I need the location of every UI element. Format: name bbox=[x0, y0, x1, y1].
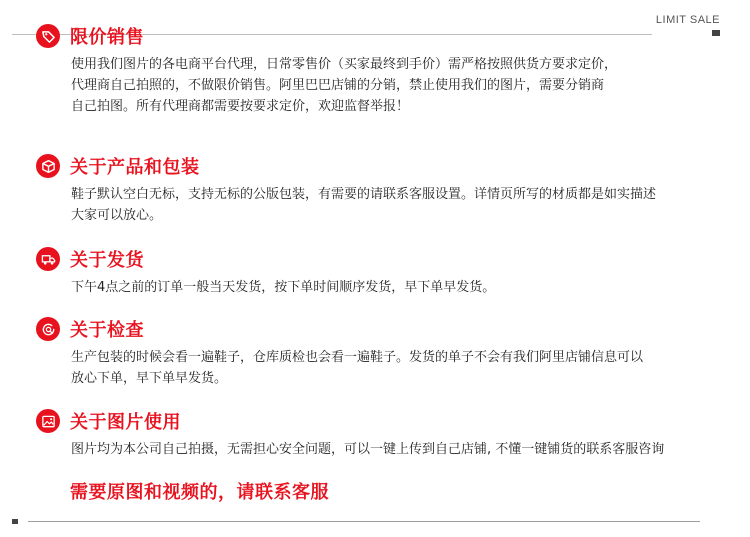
section-body bbox=[71, 184, 731, 226]
bottom-divider bbox=[28, 521, 700, 522]
bottom-corner-marker bbox=[12, 519, 18, 524]
delivery-truck-icon bbox=[36, 247, 60, 271]
body-line: 代理商自己拍照的，不做限价销售。阿里巴巴店铺的分销，禁止使用我们的图片，需要分销商 bbox=[71, 78, 605, 93]
section-image-usage bbox=[36, 408, 736, 460]
section-header bbox=[36, 316, 736, 342]
section-header bbox=[36, 23, 736, 49]
section-body bbox=[71, 54, 731, 117]
section-title: 限价销售 bbox=[70, 27, 144, 48]
section-header bbox=[36, 408, 736, 434]
section-header bbox=[36, 153, 736, 179]
section-title: 关于产品和包装 bbox=[70, 157, 200, 178]
section-price-limit bbox=[36, 23, 736, 117]
section-title: 关于发货 bbox=[70, 250, 144, 271]
inspection-check-icon bbox=[36, 317, 60, 341]
price-tag-icon bbox=[36, 24, 60, 48]
body-line: 大家可以放心。 bbox=[71, 208, 163, 223]
section-title: 关于图片使用 bbox=[70, 412, 181, 433]
body-line: 使用我们图片的各电商平台代理，日常零售价（买家最终到手价）需严格按照供货方要求定价， bbox=[71, 57, 618, 72]
contact-service-callout: 需要原图和视频的，请联系客服 bbox=[70, 482, 329, 503]
section-body bbox=[71, 347, 731, 389]
section-title: 关于检查 bbox=[70, 320, 144, 341]
body-line: 自己拍图。所有代理商都需要按要求定价，欢迎监督举报！ bbox=[71, 99, 410, 114]
section-shipping bbox=[36, 246, 736, 298]
section-header bbox=[36, 246, 736, 272]
section-inspection bbox=[36, 316, 736, 389]
package-box-icon bbox=[36, 154, 60, 178]
body-line: 生产包装的时候会看一遍鞋子，仓库质检也会看一遍鞋子。发货的单子不会有我们阿里店铺信息可以 bbox=[71, 350, 644, 365]
section-body bbox=[71, 277, 731, 298]
body-line: 下午4点之前的订单一般当天发货，按下单时间顺序发货，早下单早发货。 bbox=[71, 280, 496, 295]
body-line: 图片均为本公司自己拍摄，无需担心安全问题，可以一键上传到自己店铺, 不懂一键铺货的联系客服咨询 bbox=[71, 442, 665, 457]
body-line: 鞋子默认空白无标，支持无标的公版包装，有需要的请联系客服设置。详情页所写的材质都是如实描述 bbox=[71, 187, 657, 202]
section-body bbox=[71, 439, 731, 460]
limit-sale-tag: LIMIT SALE bbox=[655, 14, 720, 26]
image-usage-icon bbox=[36, 409, 60, 433]
section-product-packaging bbox=[36, 153, 736, 226]
body-line: 放心下单，早下单早发货。 bbox=[71, 371, 228, 386]
